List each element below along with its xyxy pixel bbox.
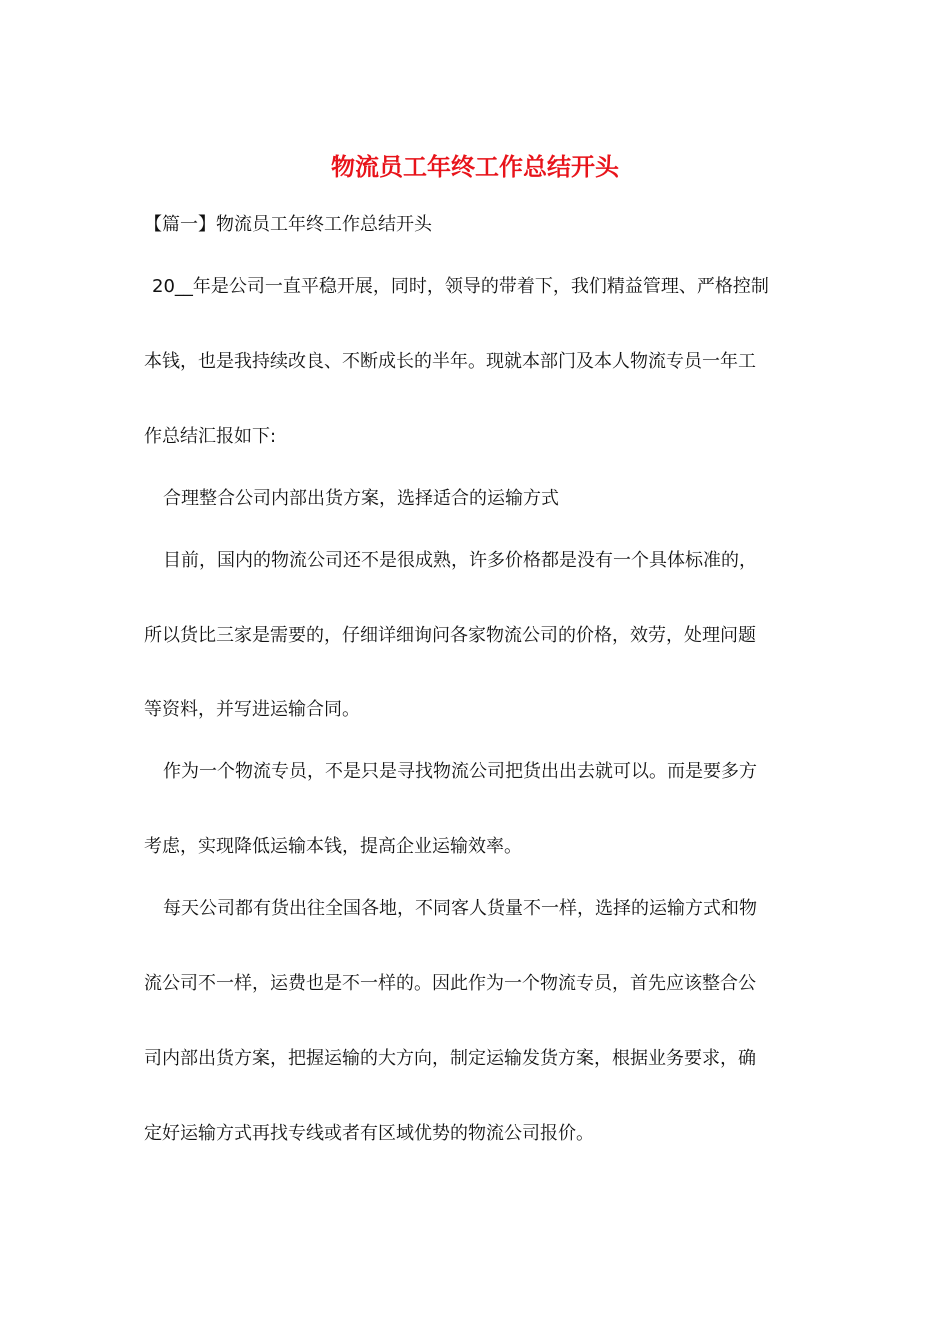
paragraph-line: 流公司不一样，运费也是不一样的。因此作为一个物流专员，首先应该整合公 [144,973,756,994]
paragraph-line: 作为一个物流专员，不是只是寻找物流公司把货出出去就可以。而是要多方 [163,761,757,782]
paragraph-line: 所以货比三家是需要的，仔细详细询问各家物流公司的价格，效劳，处理问题 [144,625,756,646]
paragraph-line: 本钱，也是我持续改良、不断成长的半年。现就本部门及本人物流专员一年工 [144,351,756,372]
paragraph-subheading: 合理整合公司内部出货方案，选择适合的运输方式 [163,488,559,509]
paragraph-line: 司内部出货方案，把握运输的大方向，制定运输发货方案，根据业务要求，确 [144,1048,756,1069]
section-heading: 【篇一】物流员工年终工作总结开头 [144,214,432,235]
paragraph-line: 每天公司都有货出往全国各地，不同客人货量不一样，选择的运输方式和物 [163,898,757,919]
paragraph-line: 考虑，实现降低运输本钱，提高企业运输效率。 [144,836,522,857]
paragraph-line: 作总结汇报如下: [144,426,277,447]
paragraph-line: 20__年是公司一直平稳开展，同时，领导的带着下，我们精益管理、严格控制 [152,276,769,297]
paragraph-line: 等资料，并写进运输合同。 [144,699,360,720]
paragraph-line: 目前，国内的物流公司还不是很成熟，许多价格都是没有一个具体标准的， [163,550,757,571]
paragraph-line: 定好运输方式再找专线或者有区域优势的物流公司报价。 [144,1123,594,1144]
document-title: 物流员工年终工作总结开头 [331,152,619,181]
